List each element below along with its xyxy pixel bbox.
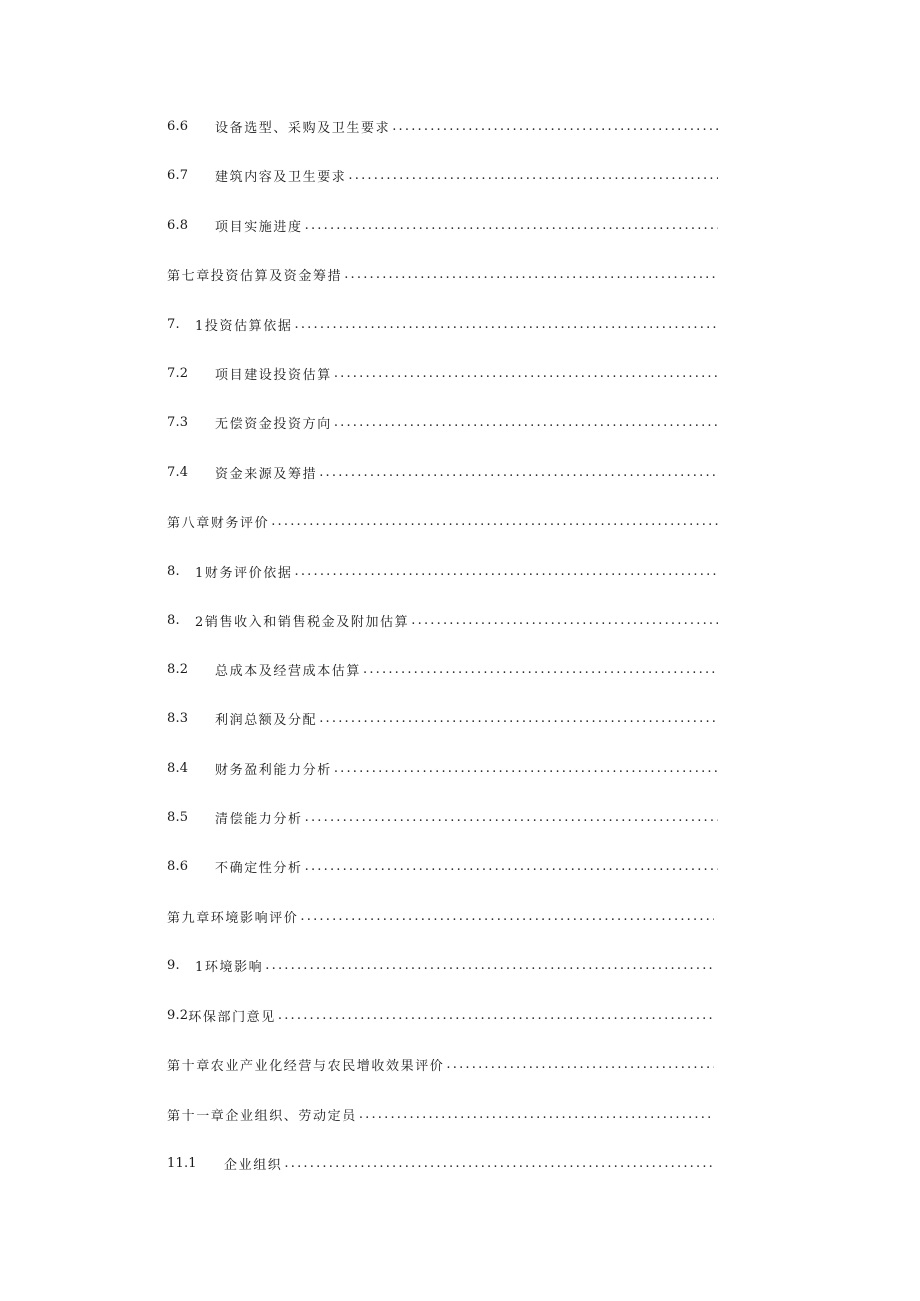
toc-leader-dots xyxy=(344,267,718,282)
toc-entry-title: 设备选型、采购及卫生要求 xyxy=(215,120,391,136)
toc-entry-title: 第十一章企业组织、劳动定员 xyxy=(167,1108,357,1124)
toc-entry-title: 无偿资金投资方向 xyxy=(215,416,332,432)
toc-leader-dots xyxy=(446,1057,714,1072)
toc-chapter-entry[interactable] xyxy=(167,904,714,928)
toc-entry-number: 11.1 xyxy=(167,1155,197,1171)
toc-entry-number: 6.6 xyxy=(167,118,189,134)
toc-entry[interactable] xyxy=(167,213,718,237)
toc-leader-dots xyxy=(334,415,718,430)
toc-entry-number: 7. xyxy=(167,316,180,332)
toc-entry-number: 8.2 xyxy=(167,661,189,677)
toc-leader-dots xyxy=(334,761,718,776)
toc-chapter-entry[interactable] xyxy=(167,262,718,286)
toc-entry[interactable] xyxy=(167,608,718,632)
toc-entry-number: 6.7 xyxy=(167,167,189,183)
toc-entry-number: 9. xyxy=(167,957,180,973)
toc-entry[interactable] xyxy=(167,756,718,780)
toc-leader-dots xyxy=(278,1008,714,1023)
toc-entry-number: 7.4 xyxy=(167,464,189,480)
toc-leader-dots xyxy=(305,859,718,874)
toc-entry-title: 第七章投资估算及资金筹措 xyxy=(167,268,343,284)
toc-entry-title: 清偿能力分析 xyxy=(215,811,303,827)
toc-entry-number: 8. xyxy=(167,563,180,579)
toc-leader-dots xyxy=(265,958,714,973)
toc-leader-dots xyxy=(284,1156,714,1171)
toc-entry-title: 1环境影响 xyxy=(195,959,264,975)
toc-entry[interactable] xyxy=(167,559,718,583)
toc-entry-number: 9.2 xyxy=(167,1007,189,1023)
toc-entry[interactable] xyxy=(167,805,718,829)
toc-entry-title: 第九章环境影响评价 xyxy=(167,910,299,926)
toc-entry-number: 8.6 xyxy=(167,858,189,874)
toc-entry-title: 第十章农业产业化经营与农民增收效果评价 xyxy=(167,1058,445,1074)
toc-leader-dots xyxy=(305,218,718,233)
toc-entry-title: 建筑内容及卫生要求 xyxy=(215,169,347,185)
toc-leader-dots xyxy=(294,317,718,332)
toc-entry-title: 环保部门意见 xyxy=(188,1009,276,1025)
toc-entry[interactable] xyxy=(167,854,718,878)
toc-entry-number: 7.3 xyxy=(167,414,189,430)
toc-leader-dots xyxy=(359,1107,714,1122)
toc-entry-number: 8. xyxy=(167,612,180,628)
toc-entry[interactable] xyxy=(167,312,718,336)
toc-entry-title: 资金来源及筹措 xyxy=(215,466,318,482)
toc-leader-dots xyxy=(348,168,718,183)
toc-leader-dots xyxy=(319,465,718,480)
toc-leader-dots xyxy=(334,366,718,381)
toc-entry[interactable] xyxy=(167,163,718,187)
toc-entry[interactable] xyxy=(167,460,718,484)
toc-entry-title: 总成本及经营成本估算 xyxy=(215,663,362,679)
toc-entry[interactable] xyxy=(167,706,718,730)
toc-entry[interactable] xyxy=(167,657,718,681)
toc-entry[interactable] xyxy=(167,361,718,385)
toc-entry-title: 2销售收入和销售税金及附加估算 xyxy=(195,614,410,630)
toc-entry-number: 6.8 xyxy=(167,217,189,233)
toc-entry-title: 财务盈利能力分析 xyxy=(215,762,332,778)
toc-entry-number: 8.3 xyxy=(167,710,189,726)
toc-entry-number: 8.4 xyxy=(167,760,189,776)
toc-leader-dots xyxy=(392,119,718,134)
toc-entry-title: 1财务评价依据 xyxy=(195,565,293,581)
toc-leader-dots xyxy=(271,514,718,529)
toc-entry[interactable] xyxy=(167,1151,714,1175)
toc-entry-title: 1投资估算依据 xyxy=(195,318,293,334)
toc-entry[interactable] xyxy=(167,410,718,434)
toc-entry[interactable] xyxy=(167,114,718,138)
toc-chapter-entry[interactable] xyxy=(167,509,718,533)
toc-chapter-entry[interactable] xyxy=(167,1102,714,1126)
toc-leader-dots xyxy=(300,909,714,924)
toc-leader-dots xyxy=(411,613,718,628)
toc-entry[interactable] xyxy=(167,1003,714,1027)
toc-entry-title: 项目建设投资估算 xyxy=(215,367,332,383)
toc-entry-number: 8.5 xyxy=(167,809,189,825)
toc-entry-number: 7.2 xyxy=(167,365,189,381)
toc-entry-title: 项目实施进度 xyxy=(215,219,303,235)
toc-entry[interactable] xyxy=(167,953,714,977)
toc-leader-dots xyxy=(294,564,718,579)
toc-chapter-entry[interactable] xyxy=(167,1052,714,1076)
toc-entry-title: 利润总额及分配 xyxy=(215,712,318,728)
toc-leader-dots xyxy=(305,810,718,825)
toc-entry-title: 不确定性分析 xyxy=(215,860,303,876)
toc-leader-dots xyxy=(319,711,718,726)
toc-entry-title: 企业组织 xyxy=(224,1157,283,1173)
toc-leader-dots xyxy=(363,662,718,677)
toc-entry-title: 第八章财务评价 xyxy=(167,515,270,531)
